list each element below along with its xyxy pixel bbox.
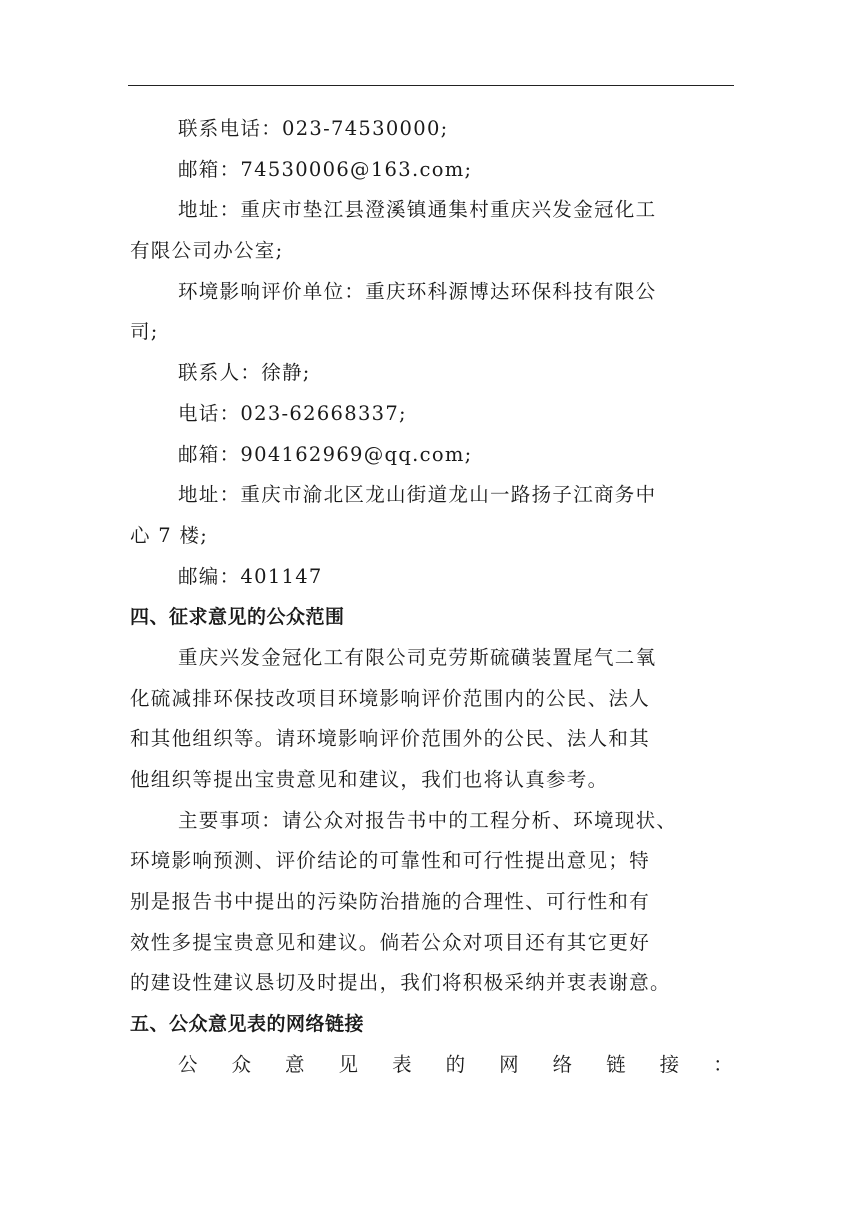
evaluator-unit-line-2: 司; <box>130 320 159 344</box>
survey-link-label: 公众意见表的网络链接： <box>178 1052 734 1076</box>
evaluator-postcode: 邮编：401147 <box>178 564 323 588</box>
contact-address-line-1: 地址：重庆市垫江县澄溪镇通集村重庆兴发金冠化工 <box>178 198 657 222</box>
section-4-para-2-line: 环境影响预测、评价结论的可靠性和可行性提出意见；特 <box>130 849 651 873</box>
contact-address-line-2: 有限公司办公室; <box>130 239 284 263</box>
section-4-heading: 四、征求意见的公众范围 <box>130 606 345 629</box>
section-5-heading: 五、公众意见表的网络链接 <box>130 1013 365 1036</box>
evaluator-unit-line-1: 环境影响评价单位：重庆环科源博达环保科技有限公 <box>178 279 657 303</box>
section-4-para-1-line: 和其他组织等。请环境影响评价范围外的公民、法人和其 <box>130 727 651 751</box>
document-body <box>130 109 734 1086</box>
evaluator-address-line-2: 心 7 楼; <box>130 523 209 547</box>
evaluator-email: 邮箱：904162969@qq.com; <box>178 442 473 466</box>
section-4-para-1-line: 化硫减排环保技改项目环境影响评价范围内的公民、法人 <box>130 686 651 710</box>
header-rule <box>128 85 734 86</box>
section-4-para-2-line: 的建设性建议恳切及时提出，我们将积极采纳并衷表谢意。 <box>130 971 671 995</box>
section-4-para-1-line: 他组织等提出宝贵意见和建议，我们也将认真参考。 <box>130 768 609 791</box>
section-4-para-2-line: 主要事项：请公众对报告书中的工程分析、环境现状、 <box>178 808 678 832</box>
evaluator-phone: 电话：023-62668337; <box>178 401 407 425</box>
section-4-para-2-line: 效性多提宝贵意见和建议。倘若公众对项目还有其它更好 <box>130 930 651 954</box>
evaluator-contact-person: 联系人：徐静; <box>178 361 311 385</box>
contact-email: 邮箱：74530006@163.com; <box>178 157 473 181</box>
section-4-para-1-line: 重庆兴发金冠化工有限公司克劳斯硫磺装置尾气二氧 <box>178 645 657 669</box>
evaluator-address-line-1: 地址：重庆市渝北区龙山街道龙山一路扬子江商务中 <box>178 483 657 507</box>
contact-phone: 联系电话：023-74530000; <box>178 117 449 140</box>
section-4-para-2-line: 别是报告书中提出的污染防治措施的合理性、可行性和有 <box>130 890 651 914</box>
